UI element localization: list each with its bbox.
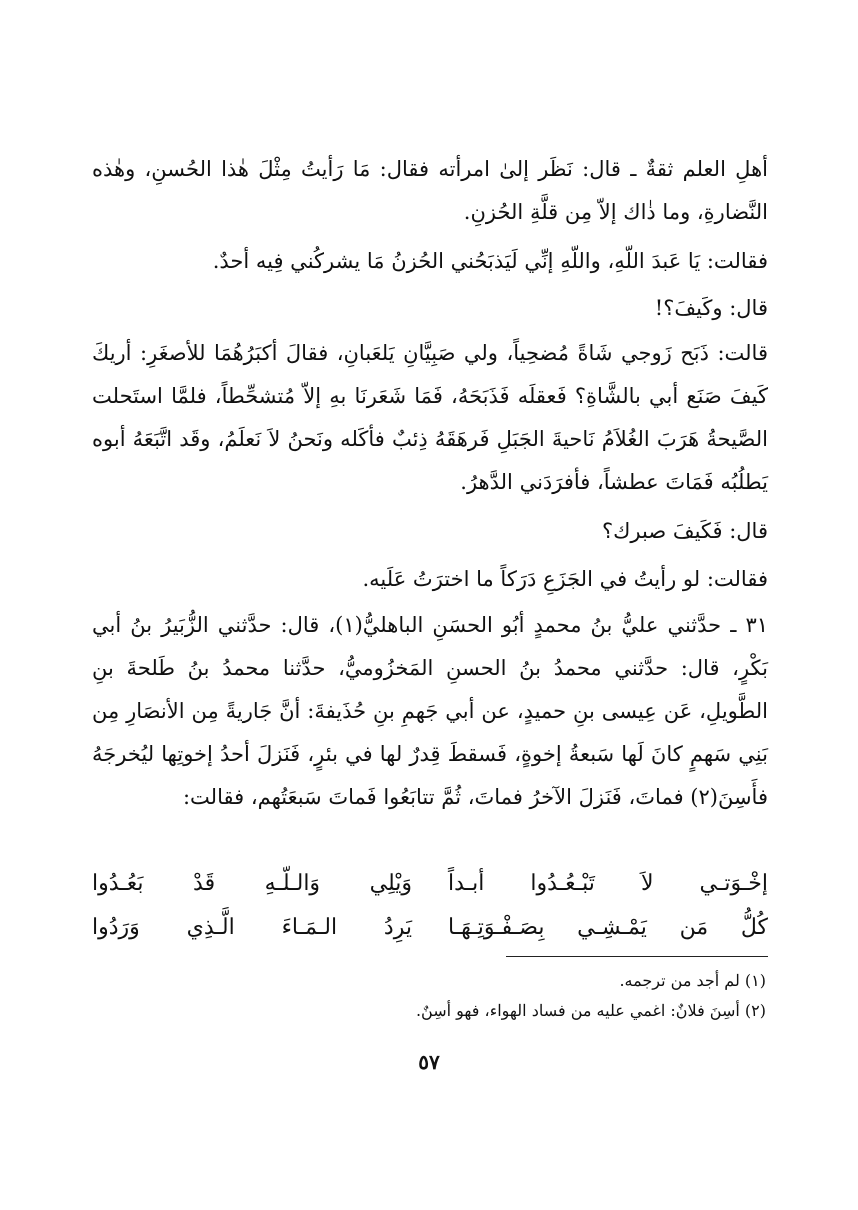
paragraph-story: قالت: ذَبَح زَوجي شَاةً مُضحِياً، ولي صَبِيَّانِ يَلعَبانِ، فقالَ أكبَرُهُمَا للأصغَرِ: أريكَ كَيفَ صَنَع أبي بالشَّاةِ؟ فَعقلَه فَذَبَحَهُ، فَمَا شَعَرنَا بهِ إلاّ مُتشحِّطاً، فلمَّا استَحلت الصَّيحةُ هَرَبَ الغُلاَمُ نَاحيةَ الجَبَلِ فَرهَقَهُ ذِئبٌ فأكَله ونَحنُ لاَ نَعلَمُ، وقَد اتَّبَعَهُ أبوه يَطلُبُه فَمَاتَ عطشاً، فأفرَدَني الدَّهرُ. — [92, 341, 768, 494]
paragraph-opening: أهلِ العلم ثقةٌ ـ قال: نَظَر إلىٰ امرأته فقال: مَا رَأيتُ مِثْلَ هٰذا الحُسنِ، وهٰذه النَّضارةِ، وما ذٰاك إلاّ مِن قلَّةِ الحُزنِ. — [92, 157, 768, 224]
paragraph-narration-31: ٣١ ـ حدَّثني عليُّ بنُ محمدٍ أبُو الحسَنِ الباهليُّ(١)، قال: حدَّثني الزُّبَيرُ بنُ أبي بَكْرٍ، قال: حدَّثني محمدُ بنُ الحسنِ المَخزُوميُّ، حدَّثنا محمدُ بنُ طَلحةَ بنِ الطَّويلِ، عَن عِيسى بنِ حميدٍ، عن أبي جَهمِ بنِ حُذَيفةَ: أنَّ جَاريةً مِن الأنصَارِ مِن بَنِي سَهمٍ كانَ لَها سَبعةُ إخوةٍ، فَسقطَ قِدرٌ لها في بئرٍ، فَنَزلَ أحدُ إخوتِها ليُخرجَهُ فأَسِنَ(٢) فماتَ، فَنَزلَ الآخرُ فماتَ، ثُمَّ تتابَعُوا فَماتَ سَبعَتُهم، فقالت: — [92, 613, 768, 809]
line-how-patient: قال: فَكَيفَ صبرك؟ — [601, 519, 768, 543]
line-she-said: فقالت: يَا عَبدَ اللّهِ، واللّهِ إنِّي لَيَذبَحُني الحُزنُ مَا يشركُني فِيه أحدٌ. — [212, 249, 768, 273]
poem-hemistich: يَرِدُ الـمَـاءَ الَّـذِي وَرَدُوا — [92, 915, 412, 940]
footnote-divider — [506, 956, 768, 957]
poem-hemistich: وَيْلِي وَالـلّـهِ قَدْ بَعُـدُوا — [92, 871, 412, 896]
footnote-2: (٢) أسِنَ فلانٌ: اغمي عليه من فساد الهواء، فهو أسِنٌ. — [415, 1001, 766, 1020]
poem-verse — [92, 906, 768, 950]
poem — [92, 862, 768, 950]
footnote-1: (١) لم أجد من ترجمه. — [619, 971, 766, 990]
poem-hemistich: كُلُّ مَن يَمْـشِـي بِصَـفْـوَتِـهَـا — [448, 915, 768, 940]
poem-hemistich: إخْـوَتـي لاَ تَبْـعُـدُوا أبـداً — [448, 871, 768, 896]
poem-verse — [92, 862, 768, 906]
line-he-asked-how: قال: وكَيفَ؟! — [654, 296, 768, 320]
page-number: ٥٧ — [418, 1050, 440, 1074]
line-her-answer: فقالت: لو رأيتُ في الجَزَعِ دَرَكاً ما اخترَتُ عَلَيه. — [362, 567, 768, 591]
